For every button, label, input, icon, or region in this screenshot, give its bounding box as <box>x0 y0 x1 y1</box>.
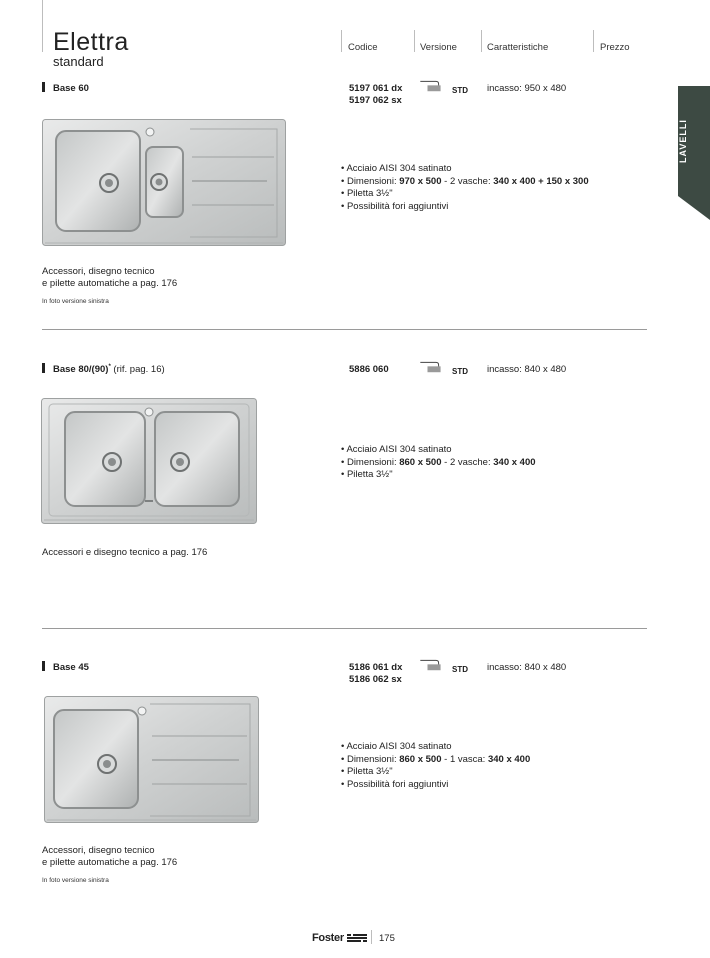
product-code-list <box>349 364 389 376</box>
section-tab-label: LAVELLI <box>678 119 688 163</box>
product-name: Base 45 <box>42 661 89 673</box>
column-header-codice: Codice <box>348 42 378 53</box>
page-title: Elettra <box>53 28 129 56</box>
sink-image-base-45 <box>44 696 259 823</box>
product-code: 5886 060 <box>349 364 389 375</box>
feature-list <box>341 163 589 213</box>
section-divider <box>42 628 647 629</box>
feature-item: • Piletta 3½" <box>341 188 393 199</box>
photo-note: In foto versione sinistra <box>42 298 109 305</box>
feature-item: • Acciaio AISI 304 satinato <box>341 163 452 174</box>
page-subtitle: standard <box>53 54 104 69</box>
product-name: Base 60 <box>42 82 89 94</box>
column-header-versione: Versione <box>420 42 457 53</box>
section-tab-lavelli[interactable] <box>678 86 710 196</box>
std-version-label: STD <box>452 665 468 674</box>
brand-logo: Foster <box>312 932 367 944</box>
accessories-note: Accessori, disegno tecnico e pilette automatiche a pag. 176 <box>42 266 178 289</box>
std-version-icon <box>419 360 468 376</box>
accessories-note: Accessori e disegno tecnico a pag. 176 <box>42 547 208 558</box>
product-code-list <box>349 83 402 107</box>
feature-item: • Acciaio AISI 304 satinato <box>341 741 452 752</box>
feature-item: • Piletta 3½" <box>341 469 393 480</box>
feature-item: • Dimensioni: 970 x 500 - 2 vasche: 340 x 400 + 150 x 300 <box>341 175 589 187</box>
feature-item: • Possibilità fori aggiuntivi <box>341 778 449 790</box>
photo-note: In foto versione sinistra <box>42 877 109 884</box>
feature-list <box>341 741 530 791</box>
std-version-label: STD <box>452 86 468 95</box>
cutout-size: incasso: 840 x 480 <box>487 662 567 673</box>
cutout-size: incasso: 840 x 480 <box>487 364 567 375</box>
std-version-icon <box>419 658 468 674</box>
std-version-label: STD <box>452 367 468 376</box>
section-marker <box>42 82 45 92</box>
product-code: 5197 061 dx <box>349 83 403 94</box>
feature-item: • Dimensioni: 860 x 500 - 2 vasche: 340 x 400 <box>341 456 536 468</box>
section-marker <box>42 661 45 671</box>
std-version-icon <box>419 79 468 95</box>
section-marker <box>42 363 45 373</box>
column-header-caratteristiche: Caratteristiche <box>487 42 549 53</box>
feature-list <box>341 444 536 482</box>
accessories-note: Accessori, disegno tecnico e pilette automatiche a pag. 176 <box>42 845 178 868</box>
feature-item: • Acciaio AISI 304 satinato <box>341 444 452 455</box>
cutout-size: incasso: 950 x 480 <box>487 83 567 94</box>
product-code: 5186 061 dx <box>349 662 403 673</box>
column-header-prezzo: Prezzo <box>600 42 630 53</box>
product-code-list <box>349 662 402 686</box>
sink-image-base-80-90 <box>41 398 257 524</box>
feature-item: • Piletta 3½" <box>341 766 393 777</box>
feature-item: • Dimensioni: 860 x 500 - 1 vasca: 340 x 400 <box>341 753 531 765</box>
product-code: 5186 062 sx <box>349 674 402 685</box>
section-tab-arrow <box>678 196 710 220</box>
section-divider <box>42 329 647 330</box>
product-code: 5197 062 sx <box>349 95 402 106</box>
page-number: 175 <box>379 933 395 944</box>
product-name: Base 80/(90)* (rif. pag. 16) <box>42 363 165 375</box>
sink-image-base-60 <box>42 119 286 246</box>
feature-item: • Possibilità fori aggiuntivi <box>341 200 449 212</box>
